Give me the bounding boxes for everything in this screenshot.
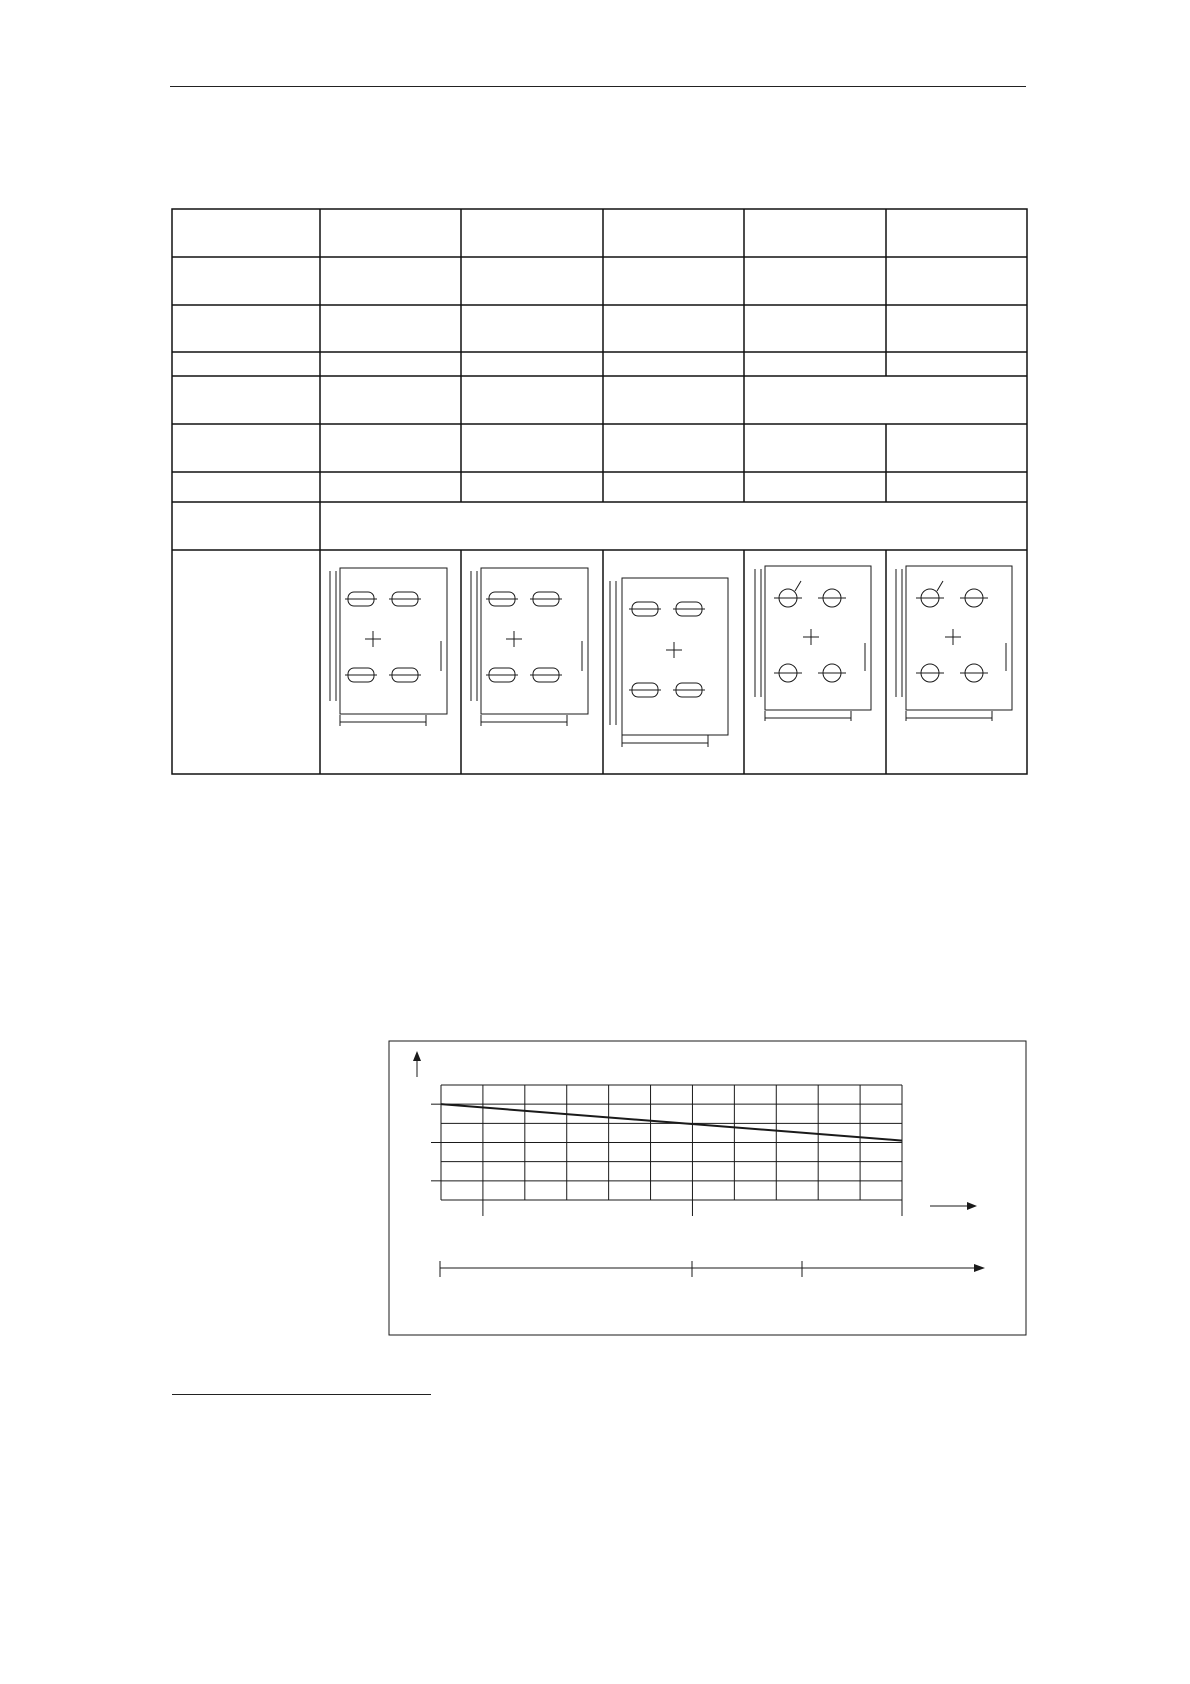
series-line-0: [441, 1104, 902, 1140]
secondary-scale-arrowhead: [974, 1264, 985, 1272]
footnote-rule: [172, 1394, 431, 1395]
y-axis-arrowhead: [413, 1051, 421, 1061]
x-axis-arrowhead: [967, 1202, 977, 1210]
